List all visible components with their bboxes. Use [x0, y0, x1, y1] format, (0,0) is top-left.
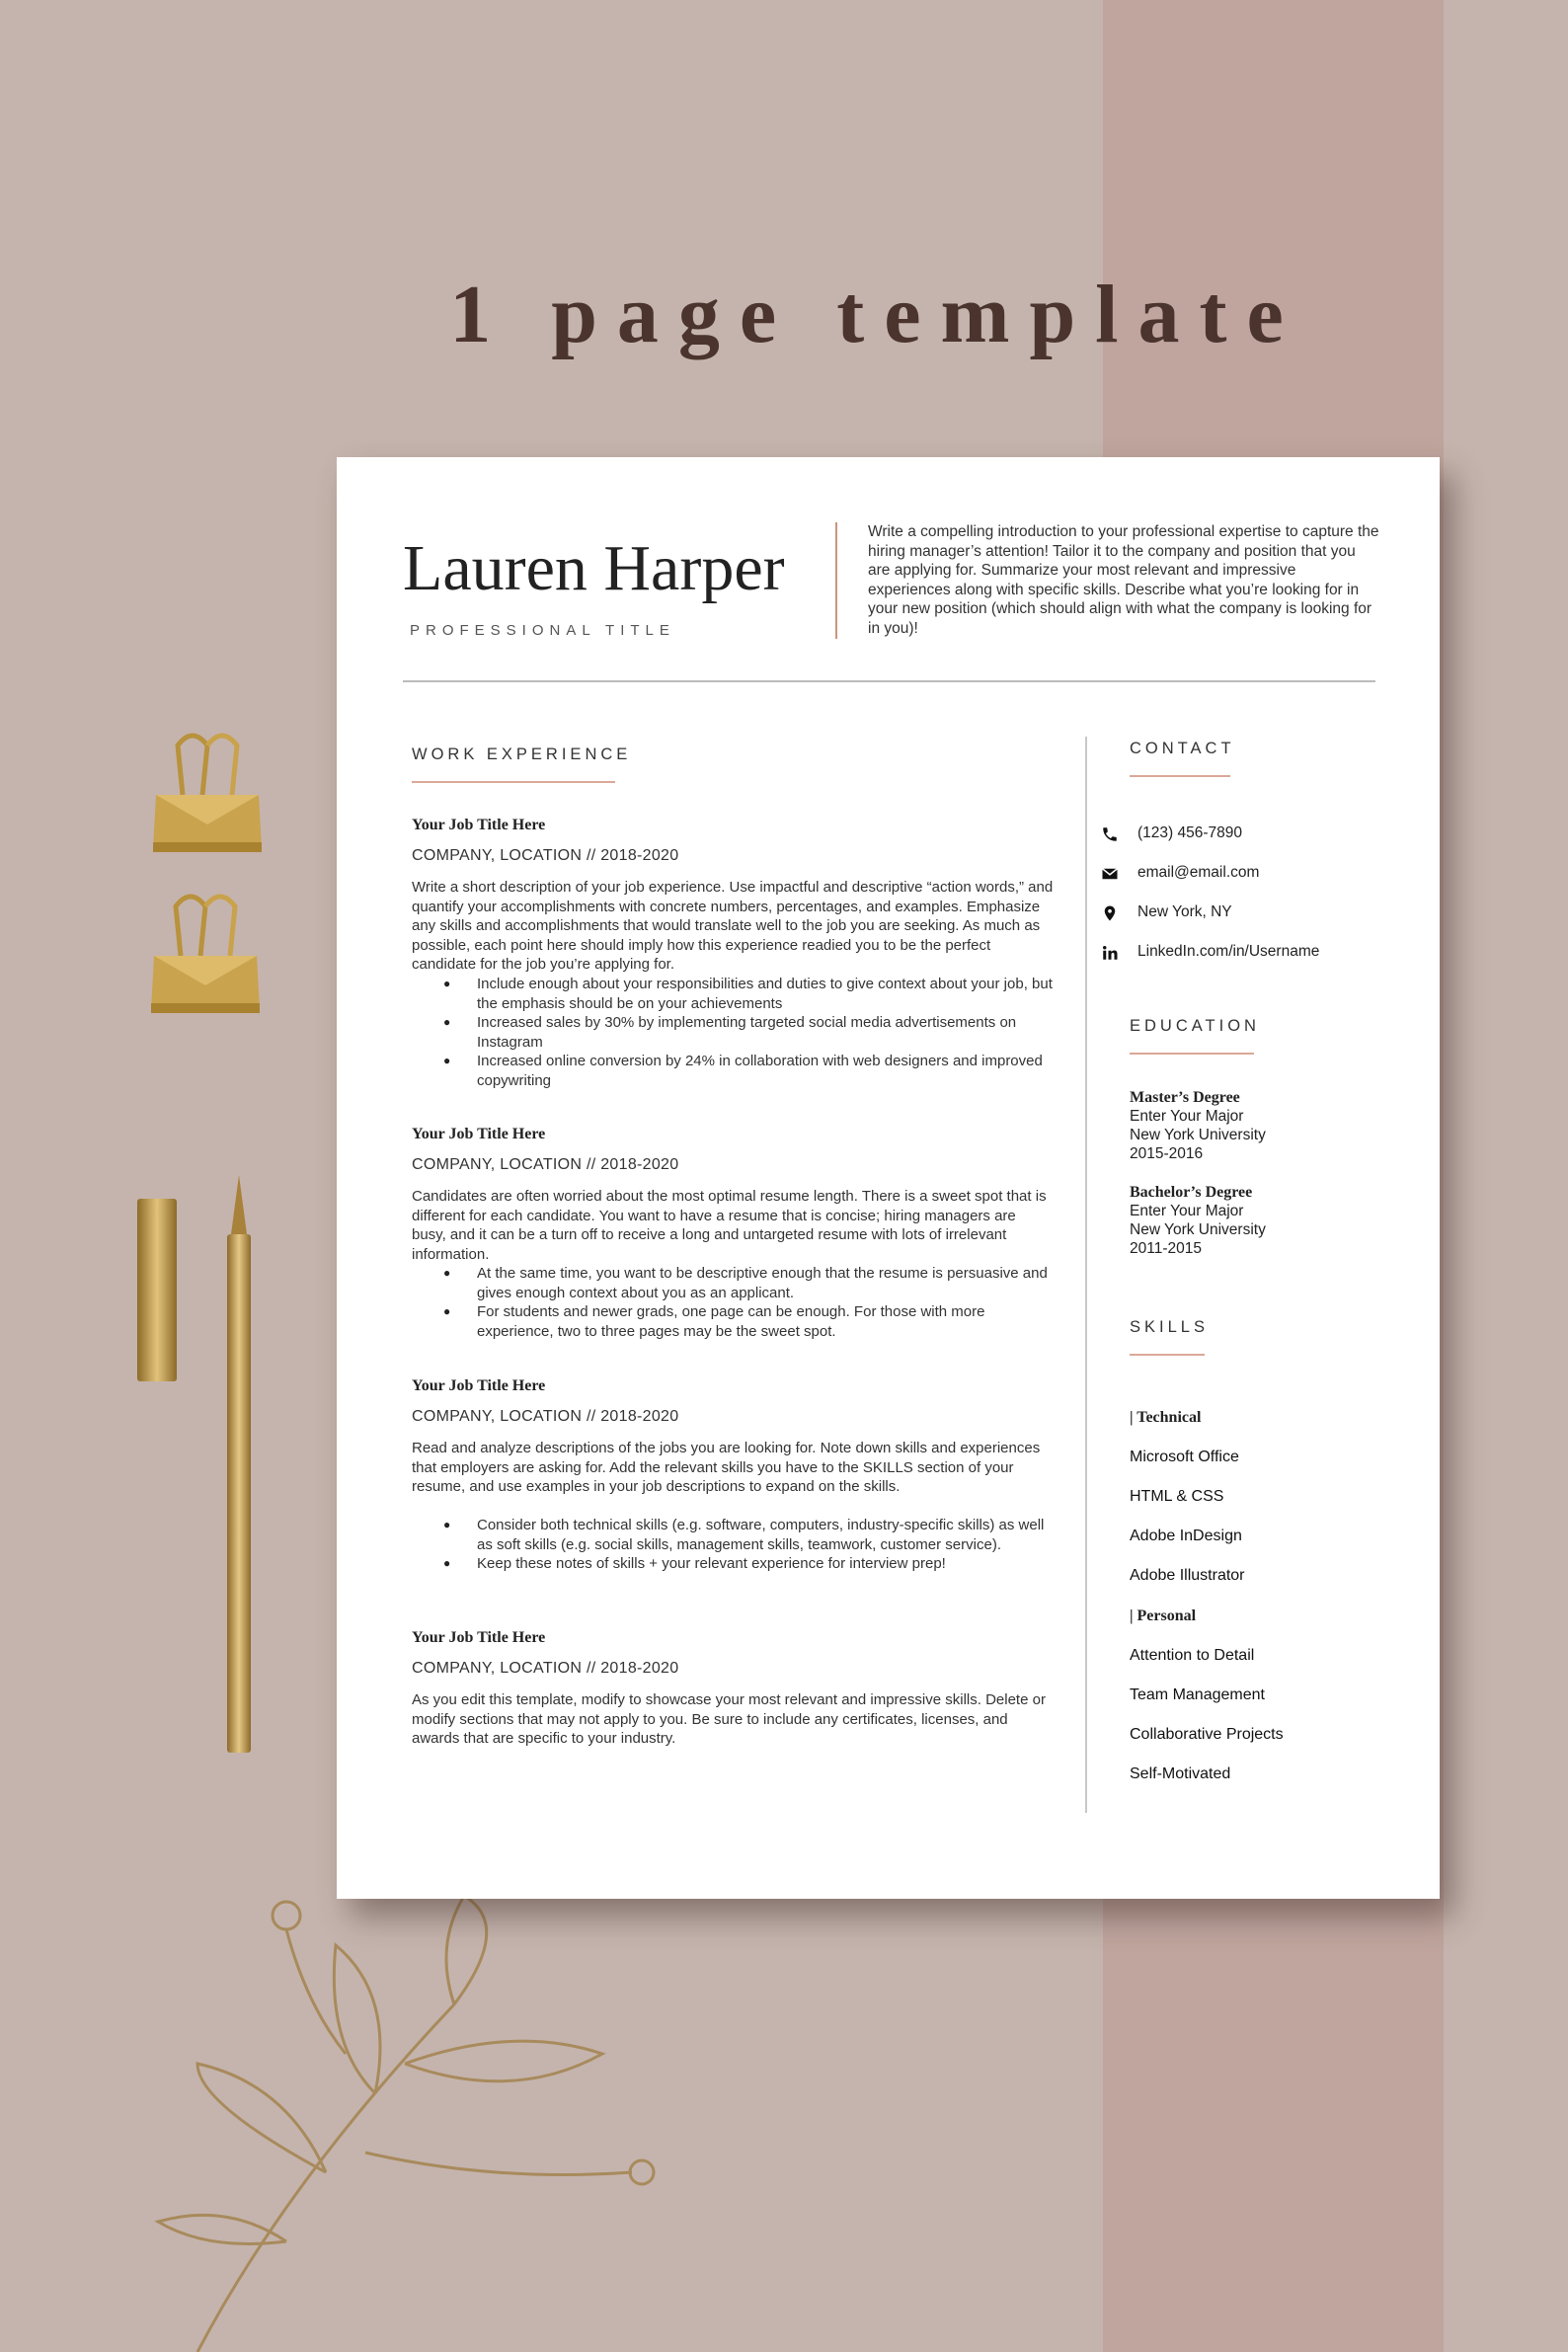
education-heading: EDUCATION	[1130, 1017, 1260, 1035]
contact-text: email@email.com	[1137, 864, 1260, 881]
skill-item: Collaborative Projects	[1130, 1726, 1284, 1743]
education-years: 2015-2016	[1130, 1145, 1204, 1162]
skill-item: HTML & CSS	[1130, 1488, 1224, 1505]
job-description: Candidates are often worried about the most optimal resume length. There is a sweet spot that is different for each candidate. You want to have a resume that is concise; hiring managers are busy, and it can be a turn off to receive a long and untargeted resume with lots of irrelevant information.	[412, 1188, 1047, 1263]
job-description: Write a short description of your job experience. Use impactful and descriptive “action words,” and quantify your accomplishments with concrete numbers, percentages, and examples. Emphasize any skills and accomplishments that would translate well to the job you are seeking. As much as possible, each point here should imply how this experience readied you to be the perfect candidate for the job you’re applying for.	[412, 879, 1054, 973]
job-bullets	[412, 975, 1054, 1090]
leaf-illustration	[138, 1886, 731, 2352]
skill-item: Team Management	[1130, 1686, 1265, 1703]
job-company: COMPANY, LOCATION // 2018-2020	[412, 847, 679, 864]
list-item: ● Include enough about your responsibilities and duties to give context about your job, but the emphasis should be on your achievements	[412, 975, 1054, 1013]
job-company: COMPANY, LOCATION // 2018-2020	[412, 1660, 679, 1677]
header-divider	[835, 522, 837, 639]
binder-clip-top	[148, 726, 267, 864]
contact-text: (123) 456-7890	[1137, 824, 1242, 841]
pen	[219, 1175, 259, 1758]
list-item: ● Consider both technical skills (e.g. software, computers, industry-specific skills) as well as soft skills (e.g. social skills, management skills, teamwork, customer service).	[412, 1516, 1054, 1554]
contact-email	[1137, 864, 1259, 882]
resume-page	[337, 457, 1440, 1899]
work-experience-underline	[412, 781, 615, 783]
list-item: ● Increased online conversion by 24% in collaboration with web designers and improved copywriting	[412, 1052, 1054, 1090]
list-item: ● For students and newer grads, one page can be enough. For those with more experience, two to three pages may be the sweet spot.	[412, 1302, 1054, 1341]
skills-category-technical: | Technical	[1130, 1409, 1202, 1426]
phone-icon	[1101, 825, 1119, 843]
contact-phone	[1137, 824, 1242, 842]
education-underline	[1130, 1053, 1254, 1055]
job-bullets	[412, 1516, 1054, 1574]
job-title: Your Job Title Here	[412, 817, 546, 833]
envelope-icon	[1101, 865, 1119, 883]
job-title: Your Job Title Here	[412, 1377, 546, 1394]
job-company: COMPANY, LOCATION // 2018-2020	[412, 1156, 679, 1173]
contact-location	[1137, 903, 1232, 921]
contact-underline	[1130, 775, 1230, 777]
job-description: Read and analyze descriptions of the jobs you are looking for. Note down skills and experiences that employers are asking for. Add the relevant skills you have to the SKILLS section of your resume, and use examples in your job descriptions to expand on the skills.	[412, 1440, 1041, 1495]
job-title: Your Job Title Here	[412, 1126, 546, 1142]
linkedin-icon	[1101, 944, 1119, 962]
contact-text: LinkedIn.com/in/Username	[1137, 943, 1320, 960]
skill-item: Microsoft Office	[1130, 1449, 1239, 1465]
education-school: New York University	[1130, 1127, 1266, 1143]
binder-clip-bottom	[146, 887, 265, 1025]
work-experience-heading: WORK EXPERIENCE	[412, 745, 632, 763]
skills-underline	[1130, 1354, 1205, 1356]
contact-text: New York, NY	[1137, 903, 1232, 920]
education-school: New York University	[1130, 1221, 1266, 1238]
skill-item: Attention to Detail	[1130, 1647, 1255, 1664]
job-company: COMPANY, LOCATION // 2018-2020	[412, 1408, 679, 1425]
intro-paragraph: Write a compelling introduction to your professional expertise to capture the hiring manager’s attention! Tailor it to the company and position that you are applying for. Summarize your most relevant and impressive experiences along with specific skills. Describe what you’re looking for in your new position (which should align with what the company is looking for in you)!	[868, 523, 1379, 637]
professional-title: PROFESSIONAL TITLE	[410, 622, 675, 639]
pen-cap	[133, 1197, 181, 1384]
header-rule	[403, 680, 1375, 682]
job-bullets	[412, 1264, 1054, 1341]
list-item: ● At the same time, you want to be descriptive enough that the resume is persuasive and gives enough context about you as an applicant.	[412, 1264, 1054, 1302]
education-degree: Master’s Degree	[1130, 1089, 1240, 1106]
education-major: Enter Your Major	[1130, 1108, 1244, 1125]
skills-category-personal: | Personal	[1130, 1607, 1197, 1624]
skill-item: Self-Motivated	[1130, 1765, 1231, 1782]
education-years: 2011-2015	[1130, 1240, 1202, 1257]
contact-linkedin	[1137, 943, 1319, 961]
contact-heading: CONTACT	[1130, 740, 1235, 757]
column-divider	[1085, 737, 1087, 1813]
location-pin-icon	[1101, 904, 1119, 922]
skills-heading: SKILLS	[1130, 1318, 1209, 1336]
list-item: ● Keep these notes of skills + your relevant experience for interview prep!	[412, 1554, 1054, 1574]
job-title: Your Job Title Here	[412, 1629, 546, 1646]
skill-item: Adobe Illustrator	[1130, 1567, 1245, 1584]
job-description: As you edit this template, modify to showcase your most relevant and impressive skills. Delete or modify sections that may not apply to you. Be sure to include any certificates, licenses, and awards that are specific to your industry.	[412, 1691, 1046, 1747]
education-major: Enter Your Major	[1130, 1203, 1244, 1219]
resume-name: Lauren Harper	[403, 532, 785, 604]
skill-item: Adobe InDesign	[1130, 1528, 1242, 1544]
education-degree: Bachelor’s Degree	[1130, 1184, 1253, 1201]
banner-heading: 1 page template	[449, 269, 1303, 360]
list-item: ● Increased sales by 30% by implementing targeted social media advertisements on Instagram	[412, 1013, 1054, 1052]
